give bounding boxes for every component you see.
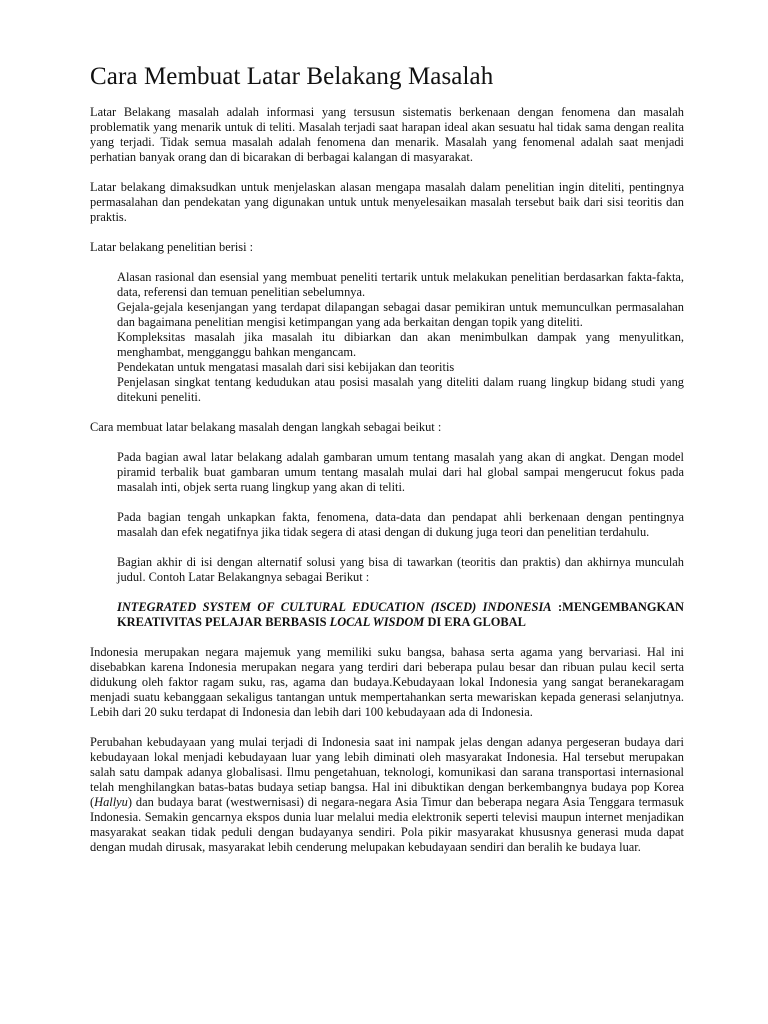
list-item: Kompleksitas masalah jika masalah itu dibiarkan dan akan menimbulkan dampak yang menyulitkan, menghambat, mengganggu bahkan mengancam.	[117, 330, 684, 359]
example-title-end: DI ERA GLOBAL	[427, 615, 526, 629]
step-paragraph: Bagian akhir di isi dengan alternatif solusi yang bisa di tawarkan (teoritis dan praktis) dan akhirnya munculah judul. Contoh Latar Belakangnya sebagai Berikut :	[117, 555, 684, 584]
purpose-paragraph: Latar belakang dimaksudkan untuk menjelaskan alasan mengapa masalah dalam penelitian ingin diteliti, pentingnya permasalahan dan pendekatan yang digunakan untuk untuk menyelesaikan masalah tersebut baik dari sisi teoritis dan praktis.	[90, 180, 684, 224]
example-paragraph-1: Indonesia merupakan negara majemuk yang memiliki suku bangsa, bahasa serta agama yang bervariasi. Hal ini disebabkan karena Indonesia merupakan negara yang terdiri dari beberapa pulau besar dan ribuan pulau kecil serta didukung oleh faktor ragam suku, ras, agama dan budaya.Kebudayaan lokal Indonesia yang sangat beranekaragam menjadi suatu kebanggaan sekaligus tantangan untuk mempertahankan serta mewariskan kepada generasi selanjutnya. Lebih dari 20 suku terdapat di Indonesia dan lebih dari 100 kebudayaan ada di Indonesia.	[90, 645, 684, 719]
step-paragraph: Pada bagian awal latar belakang adalah gambaran umum tentang masalah yang akan di angkat. Dengan model piramid terbalik buat gambaran umum tentang masalah mulai dari hal global sampai mengerucut fokus pada masalah inti, objek serta ruang lingkup yang akan di teliti.	[117, 450, 684, 494]
example-paragraph-2	[90, 735, 684, 855]
example-title	[90, 600, 684, 630]
contents-heading: Latar belakang penelitian berisi :	[90, 240, 254, 254]
example-title-mid: :MENGEMBANGKAN KREATIVITAS PELAJAR BERBASIS	[117, 600, 684, 629]
example-title-italic: INTEGRATED SYSTEM OF CULTURAL EDUCATION (ISCED) INDONESIA	[117, 600, 552, 614]
list-item: Alasan rasional dan esensial yang membuat peneliti tertarik untuk melakukan penelitian berdasarkan fakta-fakta, data, referensi dan temuan penelitian sebelumnya.	[117, 270, 684, 299]
step-paragraph: Pada bagian tengah unkapkan fakta, fenomena, data-data dan pendapat ahli berkenaan dengan pentingnya masalah dan efek negatifnya jika tidak segera di atasi dengan di dukung juga teori dan penelitian terdahulu.	[117, 510, 684, 539]
steps-heading: Cara membuat latar belakang masalah dengan langkah sebagai beikut :	[90, 420, 442, 434]
intro-paragraph: Latar Belakang masalah adalah informasi yang tersusun sistematis berkenaan dengan fenomena dan masalah problematik yang menarik untuk di teliti. Masalah terjadi saat harapan ideal akan sesuatu hal tidak sama dengan realita yang terjadi. Tidak semua masalah adalah fenomena dan menarik. Masalah yang fenomenal adalah saat menjadi perhatian banyak orang dan di bicarakan di berbagai kalangan di masyarakat.	[90, 105, 684, 164]
list-item: Pendekatan untuk mengatasi masalah dari sisi kebijakan dan teoritis	[117, 360, 455, 374]
paragraph-text: Perubahan kebudayaan yang mulai terjadi di Indonesia saat ini nampak jelas dengan adanya pergeseran budaya dari kebudayaan lokal menjadi kebudayaan luar yang lebih diminati oleh masyarakat Indonesia. Hal tersebut merupakan salah satu dampak adanya globalisasi. Ilmu pengetahuan, teknologi, komunikasi dan sarana transportasi internasional telah menghilangkan batas-batas budaya setiap bangsa. Hal ini dibuktikan dengan berkembangnya budaya pop Korea (	[90, 735, 684, 809]
paragraph-text: ) dan budaya barat (westwernisasi) di negara-negara Asia Timur dan beberapa negara Asia Tenggara termasuk Indonesia. Semakin gencarnya ekspos dunia luar melalui media elektronik seperti televisi maupun internet menjadikan masyarakat seakan tidak peduli dengan budayanya sendiri. Pola pikir masyarakat khususnya generasi muda dapat dengan mudah dirusak, masyarakat lebih cenderung melupakan kebudayaan sendiri dan beralih ke budaya luar.	[90, 795, 684, 854]
contents-list	[90, 270, 684, 405]
italic-term: Hallyu	[94, 795, 128, 809]
list-item: Gejala-gejala kesenjangan yang terdapat dilapangan sebagai dasar pemikiran untuk memunculkan permasalahan dan bagaimana penelitian mengisi ketimpangan yang ada berkaitan dengan topik yang diteliti.	[117, 300, 684, 329]
list-item: Penjelasan singkat tentang kedudukan atau posisi masalah yang diteliti dalam ruang lingkup bidang studi yang ditekuni peneliti.	[117, 375, 684, 404]
page-title: Cara Membuat Latar Belakang Masalah	[90, 63, 494, 90]
example-title-italic-2: LOCAL WISDOM	[329, 615, 425, 629]
